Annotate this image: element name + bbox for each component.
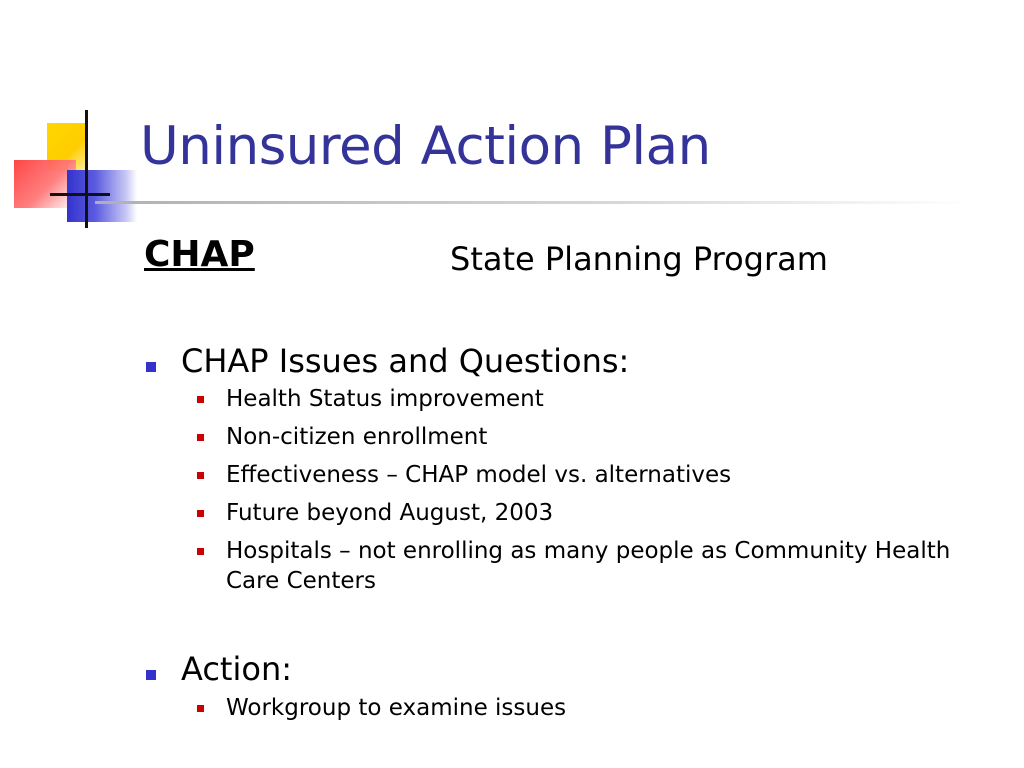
blue-square-shape: [67, 170, 137, 222]
list-item: [144, 693, 984, 723]
spacer: [144, 604, 984, 650]
slide-title: Uninsured Action Plan: [140, 116, 711, 177]
subheading-program: State Planning Program: [450, 240, 828, 278]
slide-body: [144, 342, 984, 731]
title-divider: [95, 201, 975, 204]
bullet-list: [144, 693, 984, 723]
list-item: [144, 422, 984, 452]
square-bullet-icon: [197, 472, 204, 479]
square-bullet-icon: [146, 670, 156, 680]
square-bullet-icon: [197, 548, 204, 555]
decorative-logo: [0, 0, 140, 240]
list-item: [144, 536, 984, 596]
list-item: [144, 460, 984, 490]
square-bullet-icon: [146, 362, 156, 372]
section-heading-text: Action:: [181, 650, 292, 689]
list-item-text: Effectiveness – CHAP model vs. alternatives: [226, 462, 732, 489]
square-bullet-icon: [197, 434, 204, 441]
vertical-line-shape: [85, 110, 88, 228]
list-item-text: Future beyond August, 2003: [226, 500, 554, 527]
square-bullet-icon: [197, 396, 204, 403]
section-heading: [144, 342, 984, 380]
square-bullet-icon: [197, 510, 204, 517]
list-item-text: Hospitals – not enrolling as many people as Community Health Care Centers: [226, 538, 951, 595]
subheading-chap: CHAP: [144, 234, 255, 275]
square-bullet-icon: [197, 705, 204, 712]
list-item-text: Workgroup to examine issues: [226, 694, 567, 721]
horizontal-line-shape: [50, 193, 110, 196]
list-item: [144, 384, 984, 414]
list-item: [144, 498, 984, 528]
bullet-list: [144, 384, 984, 596]
list-item-text: Health Status improvement: [226, 386, 544, 413]
subheading-row: [144, 234, 944, 282]
section-heading: [144, 650, 984, 688]
section-heading-text: CHAP Issues and Questions:: [181, 342, 630, 380]
list-item-text: Non-citizen enrollment: [226, 424, 488, 451]
